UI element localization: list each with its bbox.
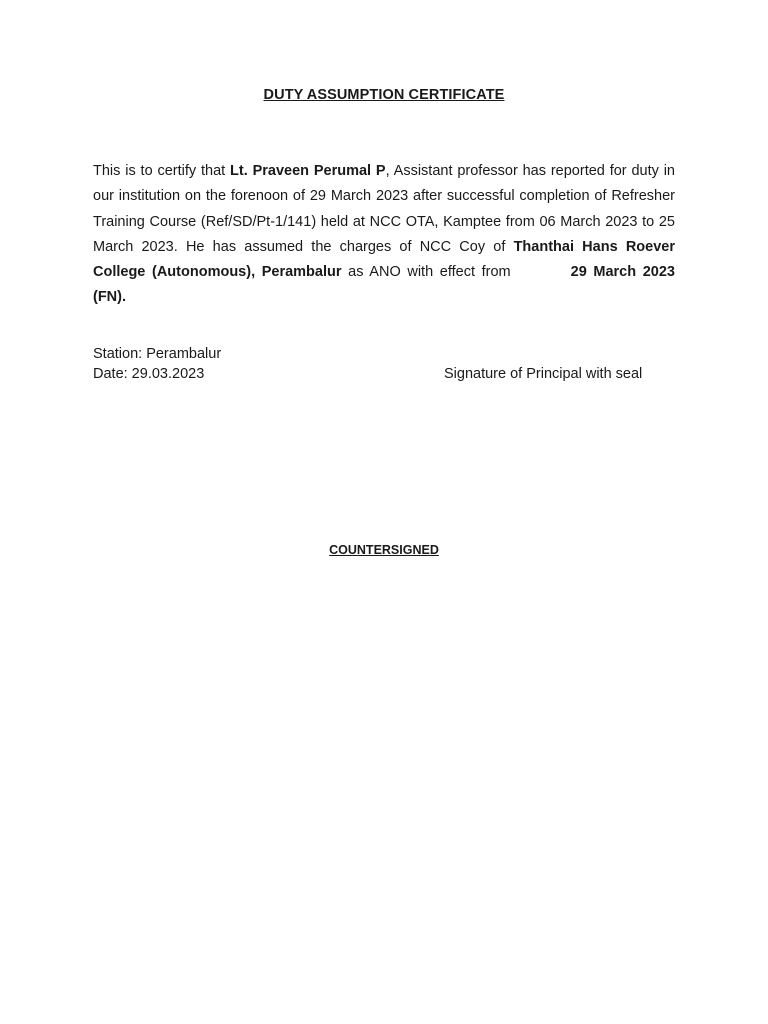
officer-name: Lt. Praveen Perumal P	[230, 163, 386, 179]
body-effect: as ANO with effect from	[341, 264, 511, 281]
college-name: Thanthai Hans Roever College (Autonomous), Perambalur	[93, 238, 676, 281]
station-line: Station: Perambalur	[93, 346, 222, 362]
certificate-title: DUTY ASSUMPTION CERTIFICATE	[263, 87, 505, 103]
body-details: , Assistant professor has reported for duty in our institution on the forenoon of 29 March 2023 after successful completion of Refresher Training Course (Ref/SD/Pt-1/141) held at NCC OTA, Kamptee from 06 March 2023 to 25 March 2023. He has assumed the charges of NCC Coy of	[93, 163, 675, 255]
effective-date: 29 March 2023 (FN).	[93, 264, 675, 306]
certificate-body	[93, 159, 675, 311]
body-intro: This is to certify that	[93, 163, 231, 179]
principal-signature-label: Signature of Principal with seal	[444, 366, 643, 382]
date-line: Date: 29.03.2023	[93, 366, 205, 382]
countersigned-heading: COUNTERSIGNED	[329, 543, 439, 557]
